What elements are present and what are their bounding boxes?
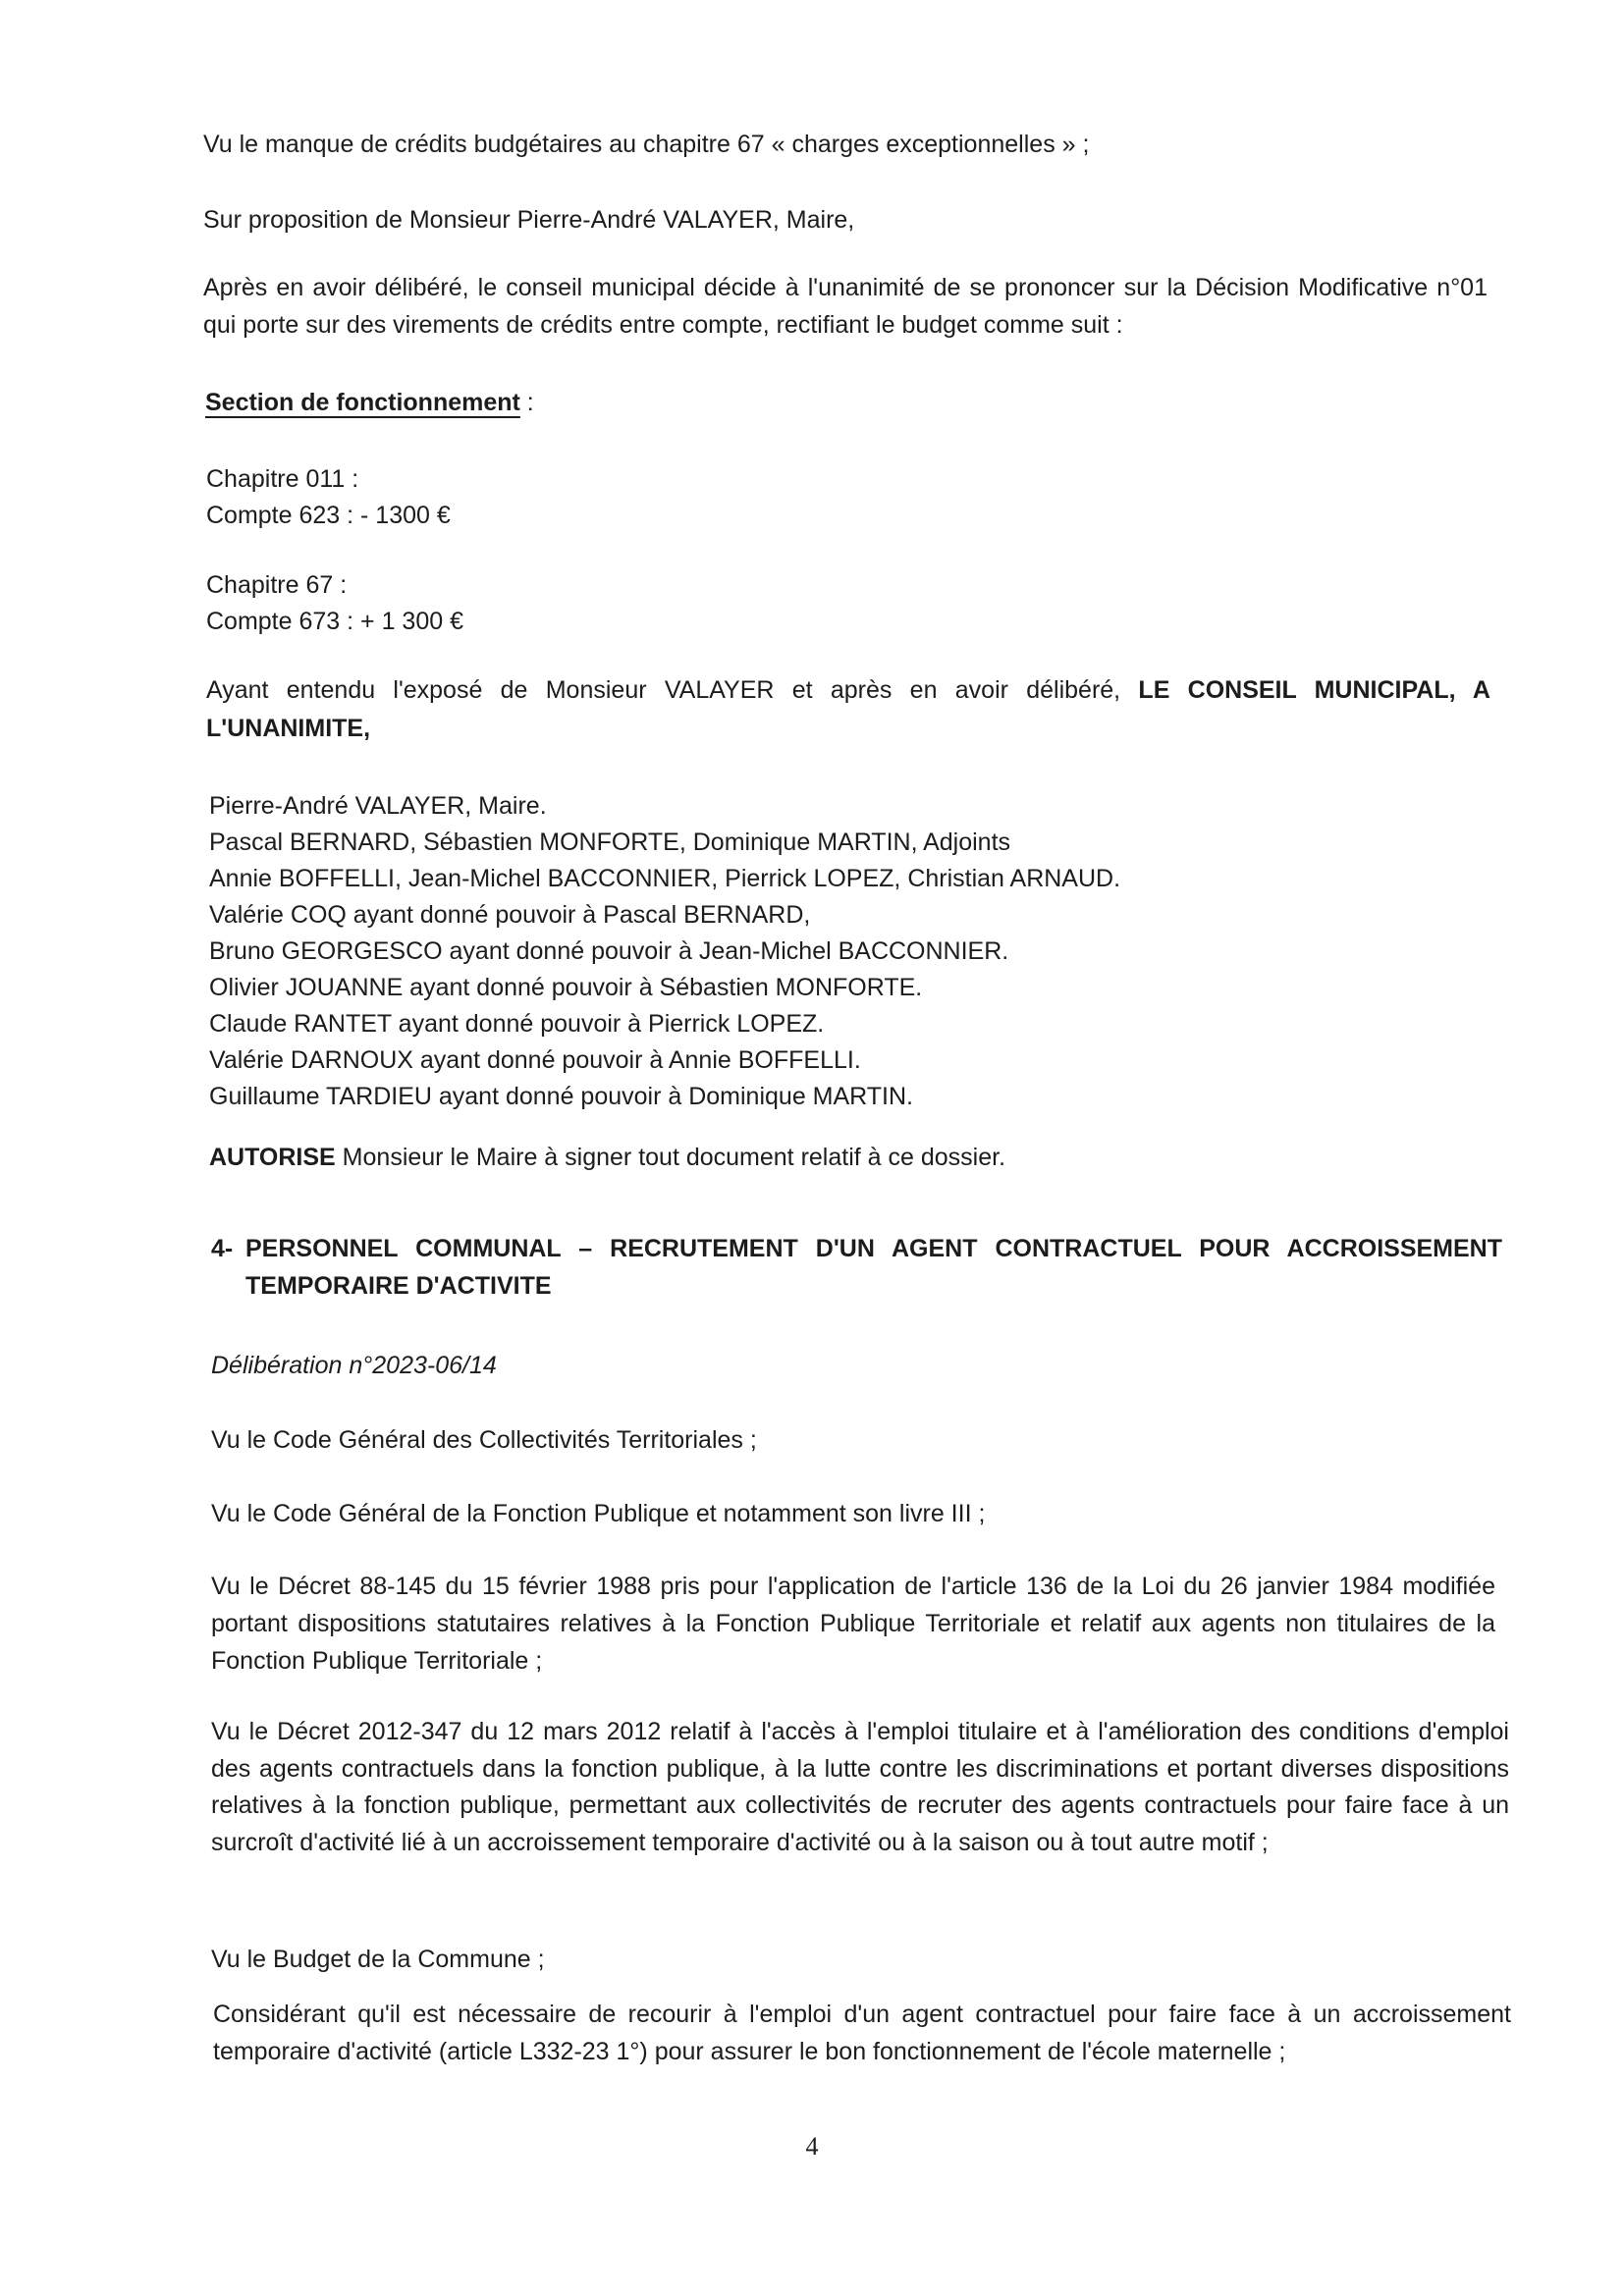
heading-number: 4- [211, 1235, 234, 1262]
vu-cgfp: Vu le Code Général de la Fonction Publique et notamment son livre III ; [211, 1500, 986, 1527]
vote-result: LE CONSEIL MUNICIPAL, A L'UNANIMITE, [206, 676, 1490, 742]
member-line: Pierre-André VALAYER, Maire. [209, 792, 547, 820]
paragraph-credits: Vu le manque de crédits budgétaires au chapitre 67 « charges exceptionnelles » ; [203, 131, 1090, 158]
authorise-paragraph [209, 1140, 1005, 1175]
compte-623: Compte 623 : - 1300 € [206, 502, 451, 529]
member-line: Claude RANTET ayant donné pouvoir à Pierrick LOPEZ. [209, 1010, 825, 1038]
section-heading [205, 385, 534, 420]
heading-recrutement: PERSONNEL COMMUNAL – RECRUTEMENT D'UN AGENT CONTRACTUEL POUR ACCROISSEMENT TEMPORAIRE D'ACTIVITE [245, 1235, 1502, 1300]
chapitre-011: Chapitre 011 : [206, 465, 359, 493]
member-line: Pascal BERNARD, Sébastien MONFORTE, Dominique MARTIN, Adjoints [209, 828, 1011, 856]
chapitre-67: Chapitre 67 : [206, 571, 348, 599]
deliberation-number: Délibération n°2023-06/14 [211, 1352, 497, 1379]
paragraph-proposition: Sur proposition de Monsieur Pierre-André VALAYER, Maire, [203, 206, 855, 234]
compte-673: Compte 673 : + 1 300 € [206, 608, 463, 635]
section-title: Section de fonctionnement [205, 389, 520, 416]
vu-decret-2012: Vu le Décret 2012-347 du 12 mars 2012 relatif à l'accès à l'emploi titulaire et à l'amélioration des conditions d'emploi des agents contractuels dans la fonction publique, à la lutte contre les discriminations et portant diverses dispositions relatives à la fonction publique, permettant aux collectivités de recruter des agents contractuels pour faire face à un surcroît d'activité lié à un accroissement temporaire d'activité ou à la saison ou à tout autre motif ; [211, 1718, 1509, 1856]
member-line: Bruno GEORGESCO ayant donné pouvoir à Jean-Michel BACCONNIER. [209, 937, 1009, 965]
section-suffix: : [519, 389, 534, 416]
vote-intro: Ayant entendu l'exposé de Monsieur VALAYER et après en avoir délibéré, [206, 676, 1139, 704]
member-line: Olivier JOUANNE ayant donné pouvoir à Sébastien MONFORTE. [209, 974, 923, 1001]
member-line: Guillaume TARDIEU ayant donné pouvoir à Dominique MARTIN. [209, 1083, 913, 1110]
member-line: Valérie COQ ayant donné pouvoir à Pascal BERNARD, [209, 901, 811, 929]
vote-paragraph [206, 671, 1490, 748]
vu-cgct: Vu le Code Général des Collectivités Territoriales ; [211, 1426, 757, 1454]
page-number: 4 [805, 2132, 819, 2161]
member-line: Annie BOFFELLI, Jean-Michel BACCONNIER, Pierrick LOPEZ, Christian ARNAUD. [209, 865, 1121, 892]
vu-budget: Vu le Budget de la Commune ; [211, 1946, 545, 1973]
paragraph-deliberation: Après en avoir délibéré, le conseil municipal décide à l'unanimité de se prononcer sur la Décision Modificative n°01 qui porte sur des virements de crédits entre compte, rectifiant le budget comme suit : [203, 274, 1488, 339]
member-line: Valérie DARNOUX ayant donné pouvoir à Annie BOFFELLI. [209, 1046, 861, 1074]
authorise-keyword: AUTORISE [209, 1144, 336, 1171]
vu-decret-1988: Vu le Décret 88-145 du 15 février 1988 pris pour l'application de l'article 136 de la Loi du 26 janvier 1984 modifiée portant dispositions statutaires relatives à la Fonction Publique Territoriale et relatif aux agents non titulaires de la Fonction Publique Territoriale ; [211, 1573, 1495, 1675]
considerant: Considérant qu'il est nécessaire de recourir à l'emploi d'un agent contractuel pour faire face à un accroissement temporaire d'activité (article L332-23 1°) pour assurer le bon fonctionnement de l'école maternelle ; [213, 2001, 1511, 2065]
authorise-text: Monsieur le Maire à signer tout document relatif à ce dossier. [335, 1144, 1006, 1171]
